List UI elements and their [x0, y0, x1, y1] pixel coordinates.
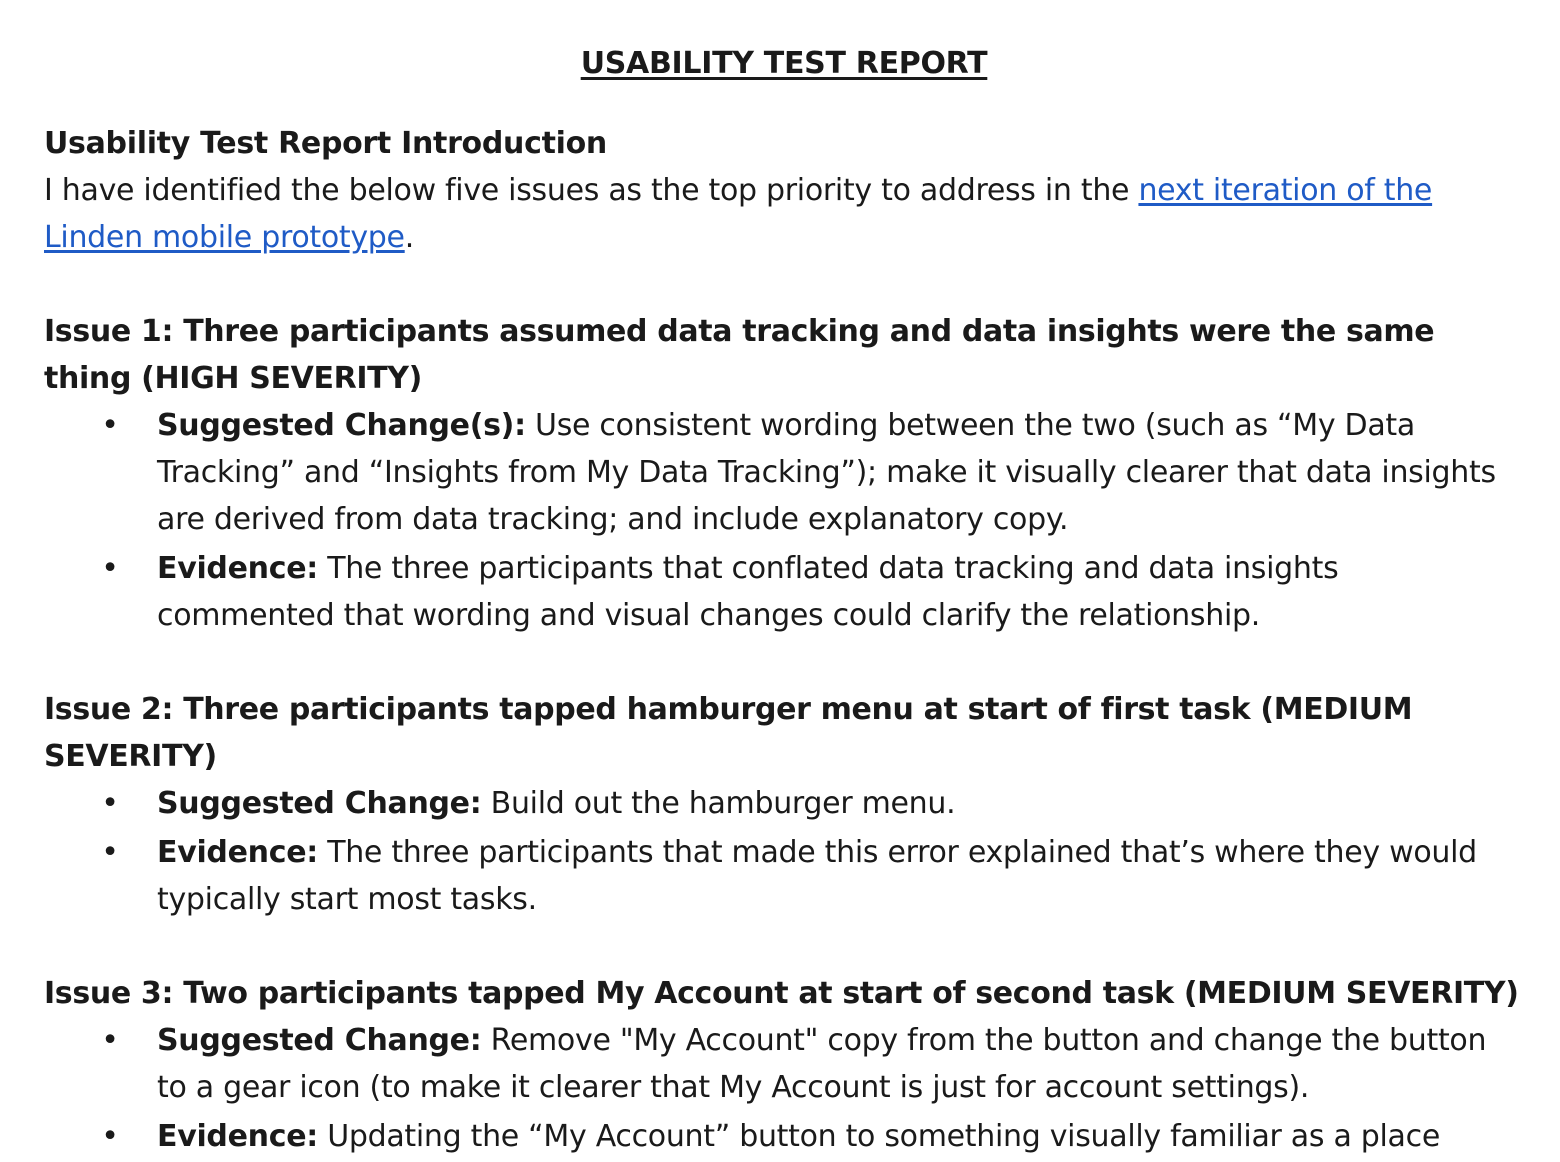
bullet-icon: •	[101, 1023, 119, 1058]
list-item	[101, 780, 1524, 827]
point-text: The three participants that conflated data tracking and data insights commented that wording and visual changes could clarify the relationship.	[157, 551, 1339, 633]
intro-heading: Usability Test Report Introduction	[44, 126, 607, 161]
bullet-icon: •	[101, 408, 119, 443]
issue-heading: Issue 1: Three participants assumed data tracking and data insights were the same thing (HIGH SEVERITY)	[44, 314, 1435, 396]
list-item	[101, 545, 1524, 639]
issue-2	[44, 686, 1524, 923]
issue-1	[44, 308, 1524, 639]
prototype-link[interactable]: next iteration of the Linden mobile prototype	[44, 173, 1433, 255]
intro-paragraph	[44, 167, 1524, 261]
point-text: Remove "My Account" copy from the button and change the button to a gear icon (to make it clearer that My Account is just for account settings).	[157, 1023, 1487, 1105]
list-item	[101, 829, 1524, 923]
bullet-icon: •	[101, 551, 119, 586]
point-text: Use consistent wording between the two (such as “My Data Tracking” and “Insights from My Data Tracking”); make it visually clearer that data insights are derived from data tracking; and include explanatory copy.	[157, 408, 1496, 537]
intro-text-end: .	[404, 220, 414, 255]
list-item	[101, 402, 1524, 543]
intro-text: I have identified the below five issues as the top priority to address in the	[44, 173, 1139, 208]
point-label: Evidence:	[157, 835, 318, 870]
bullet-icon: •	[101, 835, 119, 870]
issue-3	[44, 970, 1524, 1160]
point-label: Suggested Change:	[157, 786, 482, 821]
point-label: Suggested Change:	[157, 1023, 482, 1058]
point-label: Evidence:	[157, 1119, 318, 1154]
document-page	[44, 36, 1524, 1162]
document-title: USABILITY TEST REPORT	[580, 46, 988, 81]
issue-points	[44, 780, 1524, 923]
list-item	[101, 1113, 1524, 1160]
list-item	[101, 1017, 1524, 1111]
bullet-icon: •	[101, 786, 119, 821]
issue-heading: Issue 3: Two participants tapped My Account at start of second task (MEDIUM SEVERITY)	[44, 976, 1519, 1011]
point-text: The three participants that made this error explained that’s where they would typically start most tasks.	[157, 835, 1477, 917]
issue-heading: Issue 2: Three participants tapped hamburger menu at start of first task (MEDIUM SEVERITY)	[44, 692, 1413, 774]
bullet-icon: •	[101, 1119, 119, 1154]
point-label: Suggested Change(s):	[157, 408, 526, 443]
issue-points	[44, 402, 1524, 639]
point-text: Updating the “My Account” button to something visually familiar as a place	[317, 1119, 1440, 1154]
issue-points	[44, 1017, 1524, 1160]
point-text: Build out the hamburger menu.	[481, 786, 956, 821]
point-label: Evidence:	[157, 551, 318, 586]
